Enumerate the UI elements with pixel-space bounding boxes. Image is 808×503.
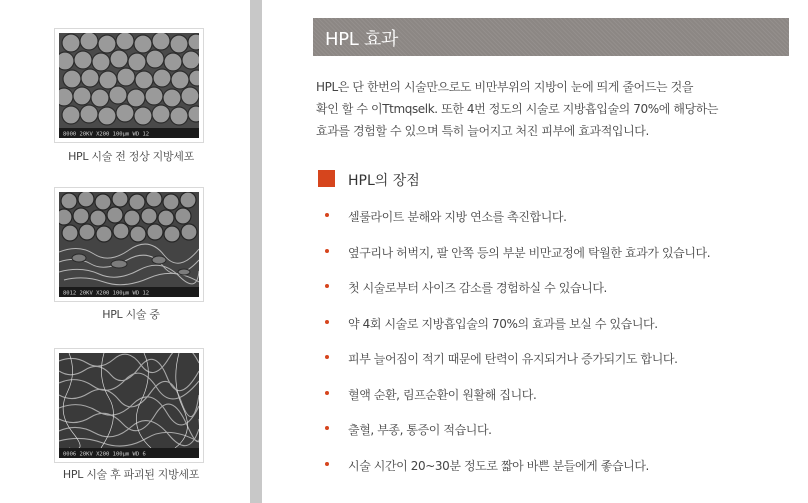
svg-text:0006 20KV X200 100μm WD 6: 0006 20KV X200 100μm WD 6: [63, 451, 146, 458]
bullet-dot-icon: [325, 462, 329, 466]
svg-text:8012 20KV X200 100μm WD 12: 8012 20KV X200 100μm WD 12: [63, 290, 150, 297]
list-item: 첫 시술로부터 사이즈 감소를 경험하실 수 있습니다.: [320, 279, 790, 315]
photo-column: [0, 0, 250, 503]
benefits-list: [320, 208, 790, 492]
intro-line: 확인 할 수 이Ttmqselk. 또한 4번 정도의 시술로 지방흡입술의 70%에 해당하는: [316, 102, 719, 116]
sem-image-normal: [59, 33, 199, 138]
list-item: 옆구리나 허벅지, 팔 안쪽 등의 부분 비만교정에 탁월한 효과가 있습니다.: [320, 244, 790, 280]
photo-caption: HPL 시술 중: [102, 308, 160, 321]
page-title: HPL 효과: [325, 29, 399, 50]
bullet-dot-icon: [325, 426, 329, 430]
benefits-heading-label: HPL의 장점: [348, 173, 420, 189]
list-item: 약 4회 시술로 지방흡입술의 70%의 효과를 보실 수 있습니다.: [320, 315, 790, 351]
sem-image-destroyed: [59, 353, 199, 458]
bullet-dot-icon: [325, 249, 329, 253]
intro-line: 효과를 경험할 수 있으며 특히 늘어지고 처진 피부에 효과적입니다.: [316, 124, 649, 138]
intro-line: HPL은 단 한번의 시술만으로도 비만부위의 지방이 눈에 띄게 줄어드는 것을: [316, 80, 694, 94]
intro-paragraph: [316, 76, 786, 142]
photo-destroyed-fat-cells: [54, 348, 204, 463]
list-item: 혈액 순환, 림프순환이 원활해 집니다.: [320, 386, 790, 422]
photo-normal-fat-cells: [54, 28, 204, 143]
photo-during-treatment: [54, 187, 204, 302]
column-divider: [250, 0, 262, 503]
list-item: 시술 시간이 20~30분 정도로 짧아 바쁜 분들에게 좋습니다.: [320, 457, 790, 493]
bullet-dot-icon: [325, 391, 329, 395]
bullet-dot-icon: [325, 213, 329, 217]
bullet-dot-icon: [325, 284, 329, 288]
square-bullet-icon: [318, 170, 335, 187]
photo-caption: HPL 시술 후 파괴된 지방세포: [62, 468, 200, 481]
list-item: 출혈, 부종, 통증이 적습니다.: [320, 421, 790, 457]
bullet-dot-icon: [325, 355, 329, 359]
bullet-dot-icon: [325, 320, 329, 324]
svg-text:8000 20KV X200 100μm WD 12: 8000 20KV X200 100μm WD 12: [63, 131, 150, 138]
list-item: 셀룰라이트 분해와 지방 연소를 촉진합니다.: [320, 208, 790, 244]
list-item: 피부 늘어짐이 적기 때문에 탄력이 유지되거나 증가되기도 합니다.: [320, 350, 790, 386]
section-title-bar: [313, 18, 789, 56]
sem-image-during: [59, 192, 199, 297]
photo-caption: HPL 시술 전 정상 지방세포: [68, 150, 194, 163]
